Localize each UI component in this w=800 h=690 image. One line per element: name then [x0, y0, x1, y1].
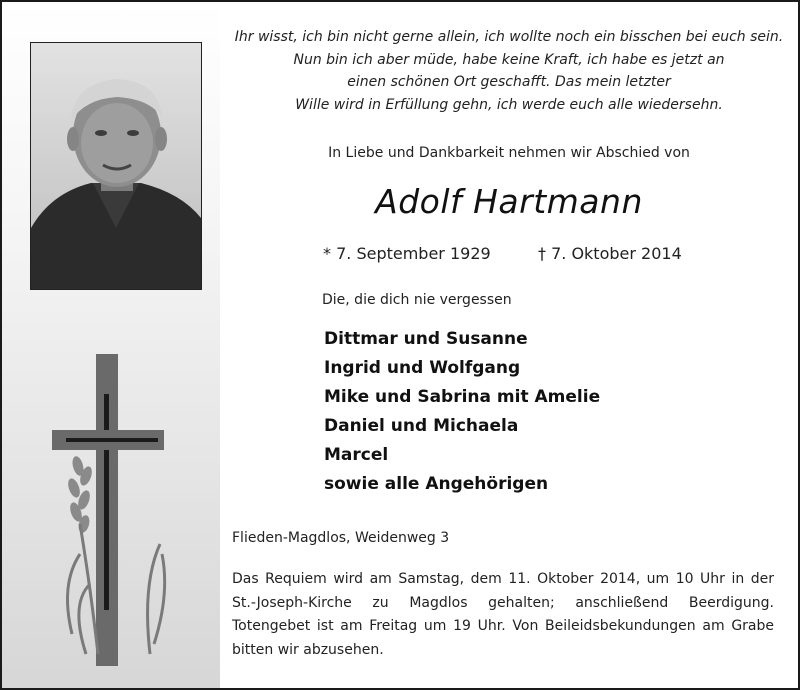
poem-line: Nun bin ich aber müde, habe keine Kraft, ich habe es jetzt an	[293, 51, 725, 68]
cross-with-wheat-icon	[50, 354, 180, 684]
mourner-name: Mike und Sabrina mit Amelie	[324, 387, 601, 407]
poem-line: Wille wird in Erfüllung gehn, ich werde euch alle wiedersehn.	[295, 96, 723, 113]
sidebar	[2, 2, 220, 688]
poem-line: einen schönen Ort geschafft. Das mein letzter	[347, 74, 671, 90]
address: Flieden-Magdlos, Weidenweg 3	[232, 530, 450, 546]
mourners-intro: Die, die dich nie vergessen	[322, 292, 512, 308]
mourner-name: Marcel	[324, 445, 389, 465]
mourner-name: Daniel und Michaela	[324, 416, 519, 436]
death-date: † 7. Oktober 2014	[538, 244, 682, 263]
birth-date: * 7. September 1929	[323, 244, 491, 263]
mourner-name: sowie alle Angehörigen	[324, 474, 549, 494]
poem-line: Ihr wisst, ich bin nicht gerne allein, ich wollte noch ein bisschen bei euch sein.	[234, 29, 784, 45]
requiem-details: Das Requiem wird am Samstag, dem 11. Oktober 2014, um 10 Uhr in der St.-Joseph-Kirche zu Magdlos gehalten; anschließend Beerdigung. Totengebet ist am Freitag um 19 Uhr. Von Beileidsbekundungen am Grabe bitten wir abzusehen.	[232, 571, 774, 658]
portrait-photo	[30, 42, 202, 290]
mourners-list	[324, 325, 600, 499]
mourner-name: Dittmar und Susanne	[324, 329, 528, 349]
farewell-intro: In Liebe und Dankbarkeit nehmen wir Abschied von	[328, 145, 690, 161]
deceased-name: Adolf Hartmann	[375, 182, 643, 221]
poem	[220, 26, 798, 116]
mourner-name: Ingrid und Wolfgang	[324, 358, 521, 378]
content-area	[220, 2, 798, 688]
